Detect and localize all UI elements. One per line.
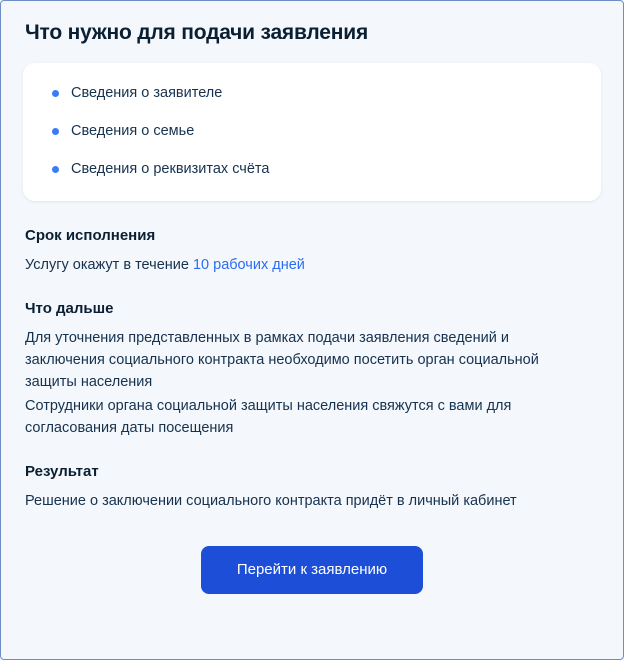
list-item	[47, 159, 577, 179]
go-to-application-button[interactable]: Перейти к заявлению	[201, 546, 423, 594]
deadline-link[interactable]: 10 рабочих дней	[192, 257, 305, 273]
next-steps-paragraph-2: Сотрудники органа социальной защиты населения свяжутся с вами для согласования даты посещения	[25, 398, 512, 436]
next-steps-paragraph-1: Для уточнения представленных в рамках подачи заявления сведений и заключения социального контракта необходимо посетить орган социальной защиты населения	[25, 330, 539, 390]
result-section	[23, 463, 601, 512]
next-steps-section	[23, 300, 601, 439]
bullet-icon	[52, 166, 59, 173]
requirements-card	[23, 63, 601, 201]
list-item-label: Сведения о реквизитах счёта	[71, 161, 270, 177]
list-item-label: Сведения о заявителе	[71, 85, 223, 101]
list-item	[47, 83, 577, 103]
bullet-icon	[52, 90, 59, 97]
next-steps-title: Что дальше	[25, 300, 114, 317]
result-text: Решение о заключении социального контракта придёт в личный кабинет	[25, 493, 517, 509]
cta-row	[23, 546, 601, 594]
deadline-text	[25, 254, 585, 276]
bullet-icon	[52, 128, 59, 135]
page-title: Что нужно для подачи заявления	[25, 21, 369, 44]
deadline-title: Срок исполнения	[25, 227, 156, 244]
requirements-list	[47, 83, 577, 179]
deadline-section	[23, 227, 601, 276]
deadline-text-before: Услугу окажут в течение	[25, 257, 193, 273]
result-title: Результат	[25, 463, 99, 480]
list-item	[47, 121, 577, 141]
list-item-label: Сведения о семье	[71, 123, 195, 139]
